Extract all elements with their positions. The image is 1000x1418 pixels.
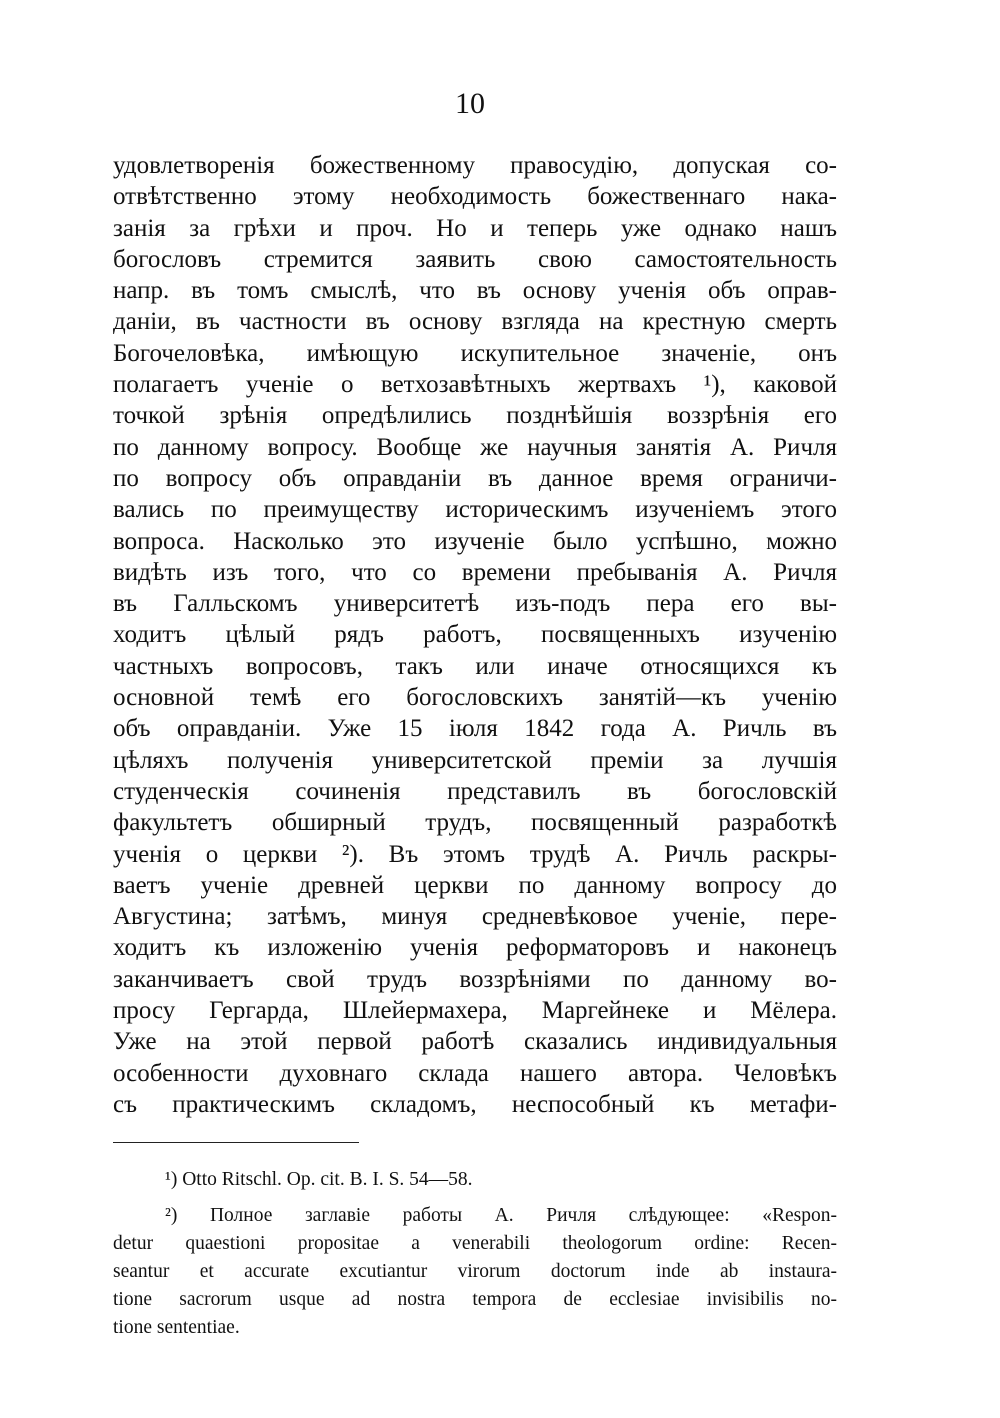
footnote-2-line: tione sacrorum usque ad nostra tempora de ecclesiae invisibilis no- (113, 1289, 837, 1310)
body-line: Богочеловѣка, имѣющую искупительное значеніе, онъ (113, 339, 837, 367)
footnote-2-line: detur quaestioni propositae a venerabili theologorum ordine: Recen- (113, 1233, 837, 1254)
body-line: видѣть изъ того, что со времени пребыванія А. Ричля (113, 558, 837, 586)
body-line: заканчиваетъ свой трудъ воззрѣніями по данному во- (113, 965, 837, 993)
body-text (113, 150, 837, 1120)
body-line: напр. въ томъ смыслѣ, что въ основу ученія объ оправ- (113, 277, 837, 305)
body-line: съ практическимъ складомъ, неспособный къ метафи- (113, 1090, 837, 1118)
body-line: ходитъ цѣлый рядъ работъ, посвященныхъ изученію (113, 621, 837, 649)
body-line: точкой зрѣнія опредѣлились позднѣйшія воззрѣнія его (113, 402, 837, 430)
footnotes (113, 1166, 837, 1342)
footnote-1: ¹) Otto Ritschl. Op. cit. B. I. S. 54—58. (165, 1169, 473, 1190)
body-line: удовлетворенія божественному правосудію, допуская со- (113, 152, 837, 179)
body-line: вались по преимуществу историческимъ изученіемъ этого (113, 496, 837, 524)
body-line: по вопросу объ оправданіи въ данное время ограничи- (113, 464, 837, 492)
footnote-2-line: seantur et accurate excutiantur virorum doctorum inde ab instaura- (113, 1261, 837, 1282)
body-line: объ оправданіи. Уже 15 іюля 1842 года А. Ричль въ (113, 715, 837, 743)
body-line: ваетъ ученіе древней церкви по данному вопросу до (113, 871, 837, 899)
body-line: занія за грѣхи и проч. Но и теперь уже однако нашъ (113, 214, 837, 242)
body-line: просу Гергарда, Шлейермахера, Маргейнеке и Мёлера. (113, 997, 837, 1025)
body-line: частныхъ вопросовъ, такъ или иначе относящихся къ (113, 652, 837, 680)
body-line: Августина; затѣмъ, минуя средневѣковое ученіе, пере- (113, 903, 837, 931)
body-line: вопроса. Насколько это изученіе было успѣшно, можно (113, 527, 837, 555)
body-line: основной темѣ его богословскихъ занятій—къ ученію (113, 684, 837, 712)
page-number: 10 (455, 87, 485, 120)
body-line: ходитъ къ изложенію ученія реформаторовъ и наконецъ (113, 934, 837, 962)
body-line: особенности духовнаго склада нашего автора. Человѣкъ (113, 1059, 837, 1087)
body-line: богословъ стремится заявить свою самостоятельность (113, 245, 837, 273)
footnote-separator-rule (113, 1142, 359, 1143)
body-line: отвѣтственно этому необходимость божественнаго нака- (113, 183, 837, 211)
body-line: въ Галльскомъ университетѣ изъ-подъ пера его вы- (113, 590, 837, 618)
body-line: цѣляхъ полученія университетской преміи за лучшія (113, 746, 837, 774)
body-line: полагаетъ ученіе о ветхозавѣтныхъ жертвахъ ¹), каковой (113, 371, 837, 399)
footnote-2-line: ²) Полное заглавіе работы А. Ричля слѣдующее: «Respon- (165, 1205, 837, 1226)
body-line: факультетъ обширный трудъ, посвященный разработкѣ (113, 809, 837, 837)
body-line: ученія о церкви ²). Въ этомъ трудѣ А. Ричль раскры- (113, 840, 837, 868)
body-line: по данному вопросу. Вообще же научныя занятія А. Ричля (113, 433, 837, 461)
body-line: даніи, въ частности въ основу взгляда на крестную смерть (113, 308, 837, 336)
body-line: Уже на этой первой работѣ сказались индивидуальныя (113, 1028, 837, 1056)
footnote-2-line: tione sententiae. (113, 1317, 240, 1338)
body-line: студенческія сочиненія представилъ въ богословскій (113, 777, 837, 805)
